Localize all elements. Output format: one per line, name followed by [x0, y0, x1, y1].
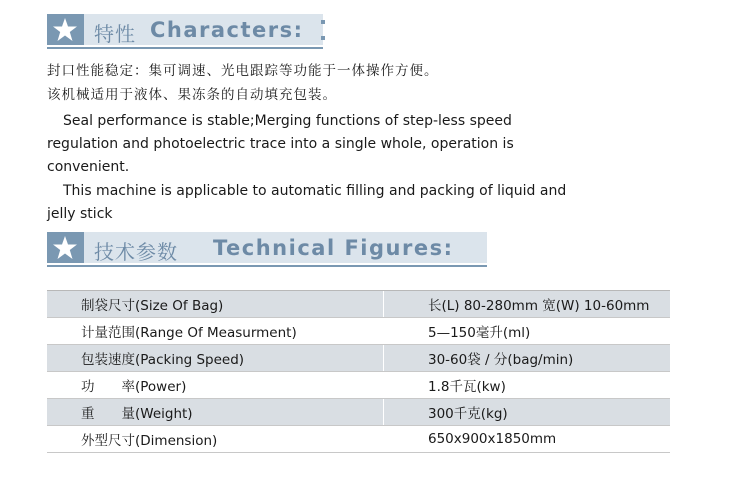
technical-title-cn: 技术参数 — [94, 240, 178, 264]
spec-value: 长(L) 80-280mm 宽(W) 10-60mm — [384, 291, 671, 318]
table-row — [47, 372, 670, 399]
star-icon — [47, 14, 84, 45]
spec-value: 5—150毫升(ml) — [384, 318, 671, 345]
characters-banner — [47, 14, 323, 45]
technical-title-en: Technical Figures: — [213, 236, 454, 260]
characters-cn-line-2: 该机械适用于液体、果冻条的自动填充包装。 — [47, 87, 337, 103]
spec-value: 300千克(kg) — [384, 399, 671, 426]
spec-label: 制袋尺寸(Size Of Bag) — [47, 291, 384, 318]
spec-label: 重 量(Weight) — [47, 399, 384, 426]
characters-title-en: Characters: — [150, 18, 304, 42]
characters-cn-line-1: 封口性能稳定：集可调速、光电跟踪等功能于一体操作方便。 — [47, 63, 439, 79]
table-row — [47, 399, 670, 426]
spec-label: 计量范围(Range Of Measurment) — [47, 318, 384, 345]
characters-en-paragraph-1: Seal performance is stable;Merging functions of step-less speed regulation and photoelectric trace into a single whole, operation is convenient. — [47, 113, 514, 175]
spec-label: 功 率(Power) — [47, 372, 384, 399]
spec-value: 650x900x1850mm — [384, 426, 671, 453]
spec-value: 1.8千瓦(kw) — [384, 372, 671, 399]
characters-en-paragraph-2: This machine is applicable to automatic filling and packing of liquid and jelly stick — [47, 183, 567, 222]
table-row — [47, 345, 670, 372]
table-row — [47, 426, 670, 453]
technical-banner — [47, 232, 487, 263]
spec-label: 外型尺寸(Dimension) — [47, 426, 384, 453]
star-icon — [47, 232, 84, 263]
table-row — [47, 291, 670, 318]
spec-value: 30-60袋 / 分(bag/min) — [384, 345, 671, 372]
table-row — [47, 318, 670, 345]
spec-table — [47, 290, 670, 453]
spec-label: 包装速度(Packing Speed) — [47, 345, 384, 372]
characters-title-cn: 特性 — [94, 22, 136, 46]
